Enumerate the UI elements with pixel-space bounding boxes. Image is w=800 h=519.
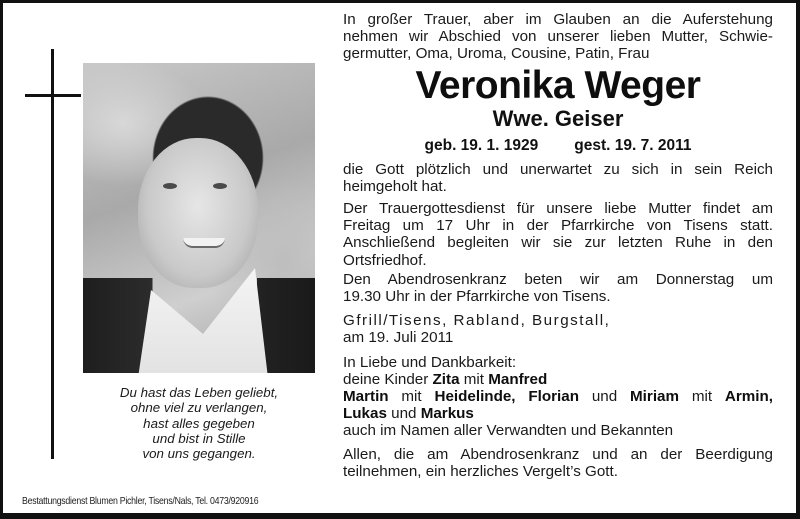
poem-line: von uns gegangen.	[142, 446, 256, 462]
funeral-service-credit: Bestattungsdienst Blumen Pichler, Tisens/Nals, Tel. 0473/920916	[22, 496, 259, 507]
intro-line: In großer Trauer, aber im Glauben an die Auferstehung	[343, 11, 773, 28]
paragraph-line: teilnehmen, ein herzliches Vergelt’s Gott.	[343, 462, 618, 480]
grandchild-name: Markus	[420, 405, 474, 423]
paragraph-line: heimgeholt hat.	[343, 177, 447, 195]
text: und	[386, 405, 421, 423]
text: mit	[388, 388, 435, 406]
cross-icon-vertical	[51, 49, 54, 459]
mourners-paragraph	[343, 354, 773, 440]
notice-text-column	[343, 11, 773, 480]
portrait-photo	[83, 63, 315, 373]
rosary-paragraph	[343, 271, 773, 305]
poem-line: Du hast das Leben geliebt,	[119, 385, 279, 400]
mourners-line	[343, 405, 773, 422]
birth-date: geb. 19. 1. 1929	[424, 136, 539, 154]
photo-face	[138, 138, 258, 288]
text: und	[579, 388, 631, 406]
funeral-service-paragraph	[343, 200, 773, 269]
child-name: Miriam	[630, 388, 679, 406]
deceased-name: Veronika Weger	[415, 63, 701, 107]
photo-eye-left	[163, 183, 177, 189]
paragraph-line: die Gott plötzlich und unerwartet zu sich in sein Reich	[343, 160, 773, 178]
family-names: Armin,	[724, 388, 774, 406]
child-name: Martin	[343, 388, 389, 406]
mourners-heading: In Liebe und Dankbarkeit:	[343, 353, 517, 371]
mourners-line: auch im Namen aller Verwandten und Bekannten	[343, 422, 674, 440]
place-line: Gfrill/Tisens, Rabland, Burgstall,	[343, 312, 611, 330]
grandchild-name: Lukas	[343, 405, 387, 423]
paragraph-line: 19.30 Uhr in der Pfarrkirche von Tisens.	[343, 288, 611, 306]
paragraph-line: Der Trauergottesdienst für unsere liebe Mutter findet am	[343, 200, 773, 218]
paragraph-line: Den Abendrosenkranz beten wir am Donnerstag um	[343, 270, 773, 288]
child-name: Zita	[432, 370, 460, 388]
poem-line: ohne viel zu verlangen,	[130, 400, 268, 416]
memorial-poem	[83, 385, 315, 461]
death-date: gest. 19. 7. 2011	[574, 136, 692, 154]
family-names: Heidelinde, Florian	[434, 388, 579, 406]
paragraph-line: Anschließend begleiten wir sie zur letzten Ruhe in den	[343, 234, 773, 252]
mourners-line	[343, 388, 773, 405]
intro-paragraph	[343, 11, 773, 63]
text: mit	[459, 370, 489, 388]
date-line: am 19. Juli 2011	[343, 329, 454, 347]
photo-smile	[183, 238, 225, 248]
text: mit	[678, 388, 725, 406]
poem-line: und bist in Stille	[152, 430, 246, 446]
called-home-paragraph	[343, 161, 773, 195]
intro-line: germutter, Oma, Uroma, Cousine, Patin, Frau	[343, 45, 650, 63]
widow-name: Wwe. Geiser	[492, 105, 624, 131]
photo-eye-right	[213, 183, 227, 189]
paragraph-line: Freitag um 17 Uhr in der Pfarrkirche von Tisens statt.	[343, 217, 773, 235]
spouse-name: Manfred	[488, 370, 548, 388]
mourners-line	[343, 371, 773, 388]
paragraph-line: Ortsfriedhof.	[343, 251, 427, 269]
life-dates	[343, 137, 773, 155]
place-date-paragraph	[343, 312, 773, 346]
paragraph-line: Allen, die am Abendrosenkranz und an der Beerdigung	[343, 445, 773, 463]
cross-icon-horizontal	[25, 94, 81, 97]
thanks-paragraph	[343, 446, 773, 480]
text: deine Kinder	[343, 370, 433, 388]
intro-line: nehmen wir Abschied von unserer lieben Mutter, Schwie-	[343, 28, 773, 46]
poem-line: hast alles gegeben	[143, 415, 255, 431]
